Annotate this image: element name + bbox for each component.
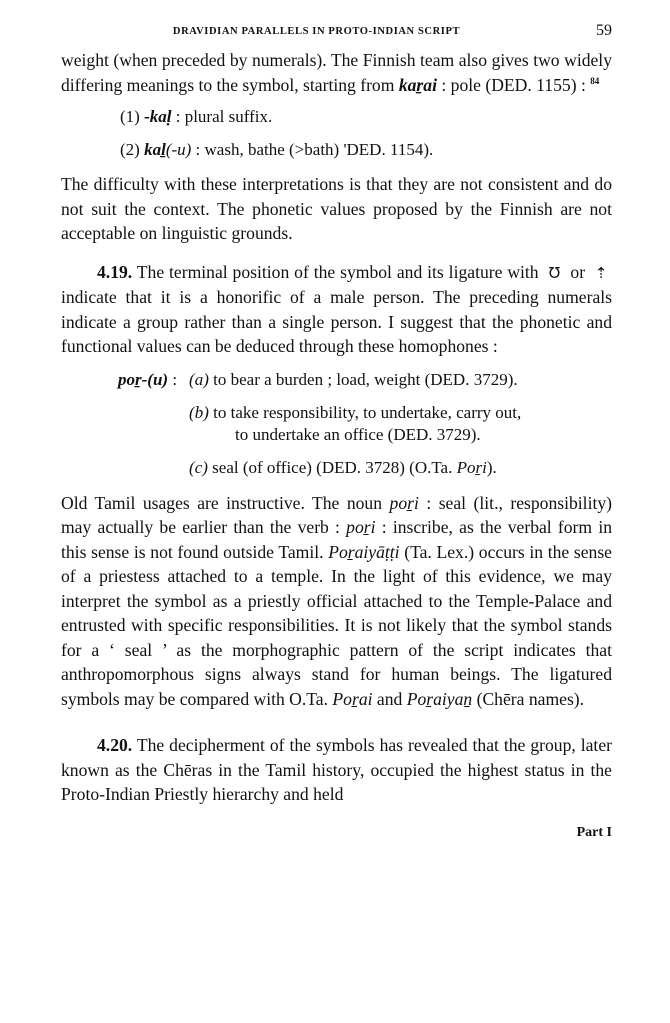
meaning-item-2: [120, 138, 612, 162]
meaning-label: (a): [189, 369, 209, 389]
text-run: : seal (lit., responsibility) may actually be earlier than the verb :: [61, 492, 612, 537]
script-symbol-u-icon: Ʊ: [548, 263, 561, 282]
headword-term: poṟ-(u): [118, 369, 169, 389]
meaning-text: to take responsibility, to undertake, carry out,: [213, 402, 522, 422]
part-label: Part I: [576, 824, 612, 840]
page-number: 59: [596, 22, 612, 39]
paragraph-text: indicate that it is a honorific of a male person. The preceding numerals indicate a group rather than a single person. I suggest that the phonetic and functional values can be deduced through these homophones :: [61, 287, 612, 356]
section-4-20: [61, 733, 612, 807]
text-run: (Chēra names).: [472, 688, 585, 709]
term-poraiyan: Poṟaiyaṉ: [406, 688, 473, 709]
homophone-meaning-a: [189, 369, 612, 391]
paragraph-difficulty: [61, 172, 612, 246]
homophone-entries: [118, 369, 612, 479]
item-term-suffix: (-u): [165, 140, 192, 159]
homophone-meaning-b: [189, 402, 612, 446]
term-gloss: : pole (DED. 1155) :: [436, 74, 591, 95]
paragraph-text: weight (when preceded by numerals). The Finnish team also gives two widely differing meanings to the symbol, starting from: [61, 50, 612, 95]
section-number: 4.19.: [97, 261, 133, 282]
section-4-19: [61, 260, 612, 359]
item-term: kaḻ: [144, 140, 166, 159]
homophone-headword: [118, 369, 177, 391]
term-pori: poṟi: [389, 492, 419, 513]
homophone-meaning-c: [189, 457, 612, 479]
term-karai: kaṟai: [398, 74, 437, 95]
running-head: [61, 22, 612, 44]
meaning-label: (c): [189, 457, 208, 477]
or-word: or: [570, 261, 586, 282]
paragraph-text: The difficulty with these interpretations is that they are not consistent and do not suit the context. The phonetic values proposed by the Finnish are not acceptable on linguistic grounds.: [61, 174, 612, 243]
meaning-text: seal (of office) (DED. 3728) (O.Ta.: [212, 457, 457, 477]
running-title: DRAVIDIAN PARALLELS IN PROTO-INDIAN SCRIPT: [172, 26, 461, 37]
meaning-item-1: [120, 105, 612, 129]
text-run: (Ta. Lex.) occurs in the sense of a priestess attached to a temple. In the light of this evidence, we may interpret the symbol as a priestly official attached to the Temple-Palace and entrusted with specific responsibilities. It is not likely that the symbol stands for a ‘ seal ’ as the morphographic pattern of the script indicates that anthropomorphous signs always stand for human beings. The ligatured symbols may be compared with O.Ta.: [61, 541, 612, 709]
text-run: : inscribe, as the verbal form in this sense is not found outside Tamil.: [61, 517, 613, 562]
meaning-list: [120, 105, 612, 162]
paragraph-text: The terminal position of the symbol and its ligature with: [132, 261, 539, 282]
section-number: 4.20.: [97, 735, 133, 755]
item-number: (2): [120, 140, 140, 159]
paragraph-old-tamil: [61, 491, 612, 712]
item-term: -kaḷ: [144, 107, 172, 126]
meaning-label: (b): [189, 402, 209, 422]
paragraph-continued: [61, 48, 612, 97]
item-text: : wash, bathe (>bath) 'DED. 1154).: [191, 140, 434, 159]
item-number: (1): [120, 107, 140, 126]
meaning-term: Poṟi: [456, 457, 487, 477]
term-poraiyatti: Poṟaiyāṭṭi: [328, 541, 400, 562]
meaning-text: to bear a burden ; load, weight (DED. 3729).: [213, 369, 518, 389]
headword-colon: :: [168, 369, 178, 389]
meaning-tail: ).: [486, 457, 497, 477]
script-symbol-arrow-icon: ⇡: [594, 263, 608, 282]
item-text: : plural suffix.: [171, 107, 273, 126]
text-run: and: [372, 688, 407, 709]
term-pori: poṟi: [346, 517, 376, 537]
homophone-meaning-b-continued: to undertake an office (DED. 3729).: [235, 424, 481, 444]
paragraph-text: The decipherment of the symbols has revealed that the group, later known as the Chēras in the Tamil history, occupied the highest status in the Proto-Indian Priestly hierarchy and held: [61, 735, 612, 804]
term-porai: Poṟai: [332, 688, 373, 709]
footnote-marker[interactable]: 84: [590, 75, 600, 86]
text-run: Old Tamil usages are instructive. The noun: [61, 492, 390, 513]
